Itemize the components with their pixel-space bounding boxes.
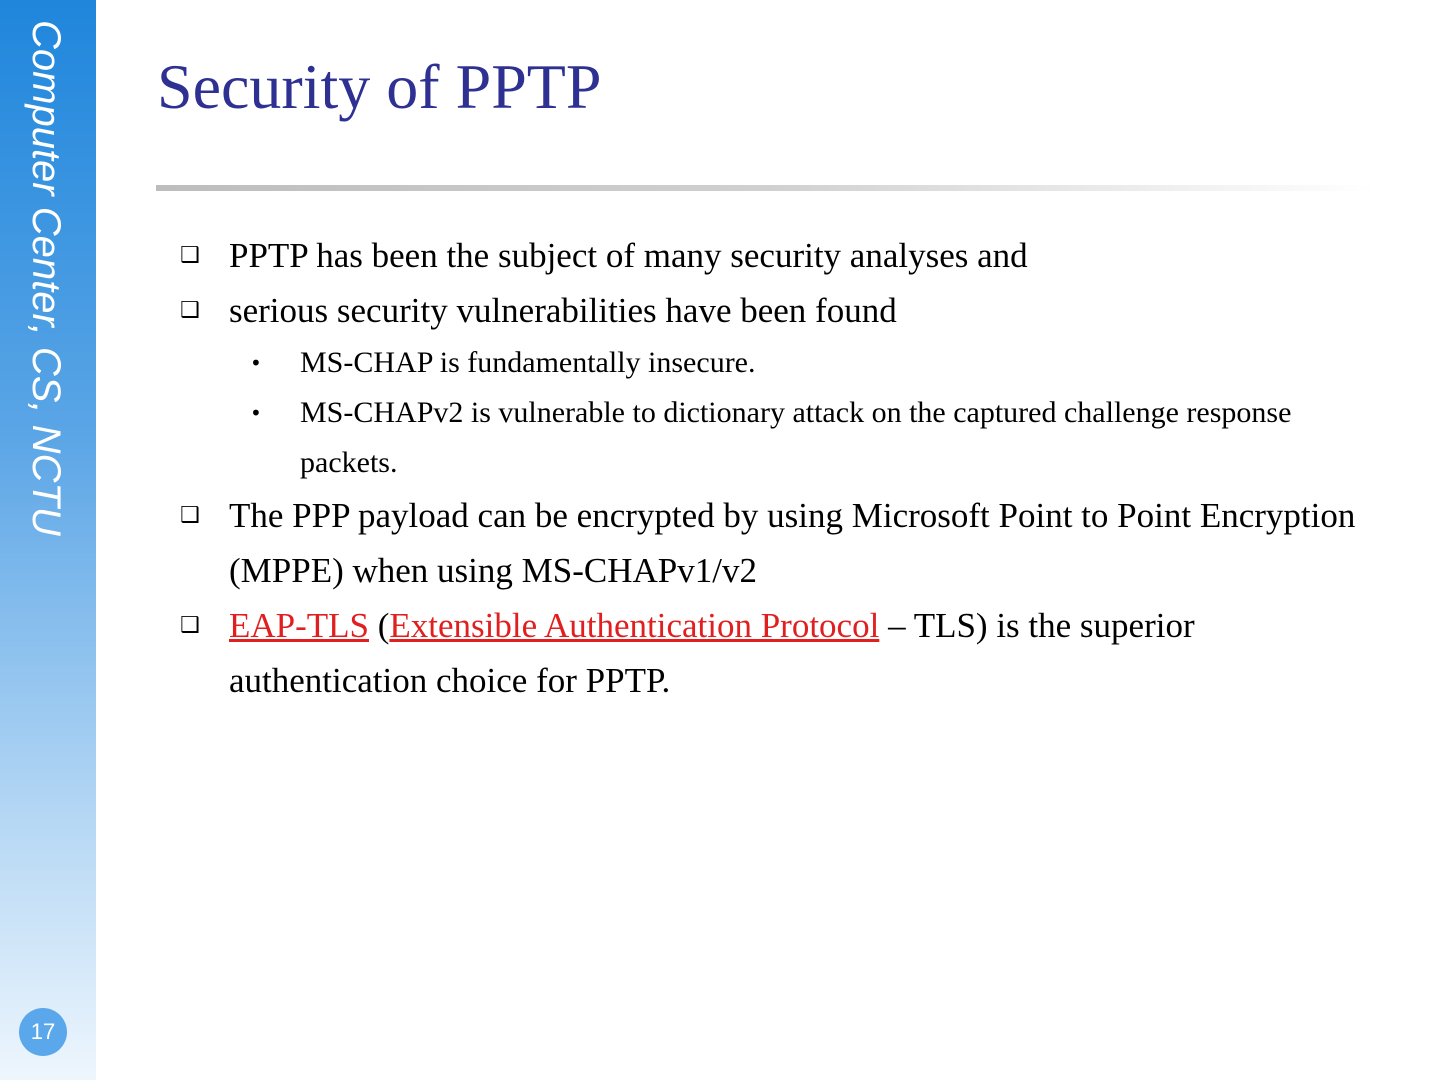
list-item-text	[229, 606, 1195, 700]
dot-bullet-icon: •	[250, 401, 262, 425]
title-divider	[156, 185, 1376, 191]
list-item	[180, 598, 1380, 708]
list-item-text: PPTP has been the subject of many security analyses and	[229, 236, 1028, 275]
sidebar-label: Computer Center, CS, NCTU	[24, 20, 68, 536]
text-fragment: (	[369, 606, 390, 645]
extensible-authentication-protocol-link[interactable]: Extensible Authentication Protocol	[389, 606, 880, 645]
text-fragment: – TLS) is the superior authentication choice for PPTP.	[229, 606, 1195, 700]
square-bullet-icon: ❑	[180, 503, 200, 528]
slide-content	[180, 228, 1380, 708]
slide-title: Security of PPTP	[157, 51, 602, 122]
sub-list-item	[180, 388, 1380, 488]
sub-list-item-text: MS-CHAP is fundamentally insecure.	[300, 346, 756, 379]
square-bullet-icon: ❑	[180, 613, 200, 638]
square-bullet-icon: ❑	[180, 243, 200, 268]
dot-bullet-icon: •	[250, 351, 262, 375]
list-item-text: The PPP payload can be encrypted by using Microsoft Point to Point Encryption (MPPE) when using MS-CHAPv1/v2	[229, 496, 1356, 590]
list-item	[180, 228, 1380, 283]
eap-tls-link[interactable]: EAP-TLS	[229, 606, 369, 645]
list-item	[180, 283, 1380, 338]
page-number-badge: 17	[19, 1008, 67, 1056]
sidebar	[0, 0, 96, 1080]
list-item-text: serious security vulnerabilities have been found	[229, 291, 897, 330]
sub-list-item-text: MS-CHAPv2 is vulnerable to dictionary attack on the captured challenge response packets.	[300, 396, 1292, 479]
square-bullet-icon: ❑	[180, 298, 200, 323]
sub-list-item	[180, 338, 1380, 388]
list-item	[180, 488, 1380, 598]
